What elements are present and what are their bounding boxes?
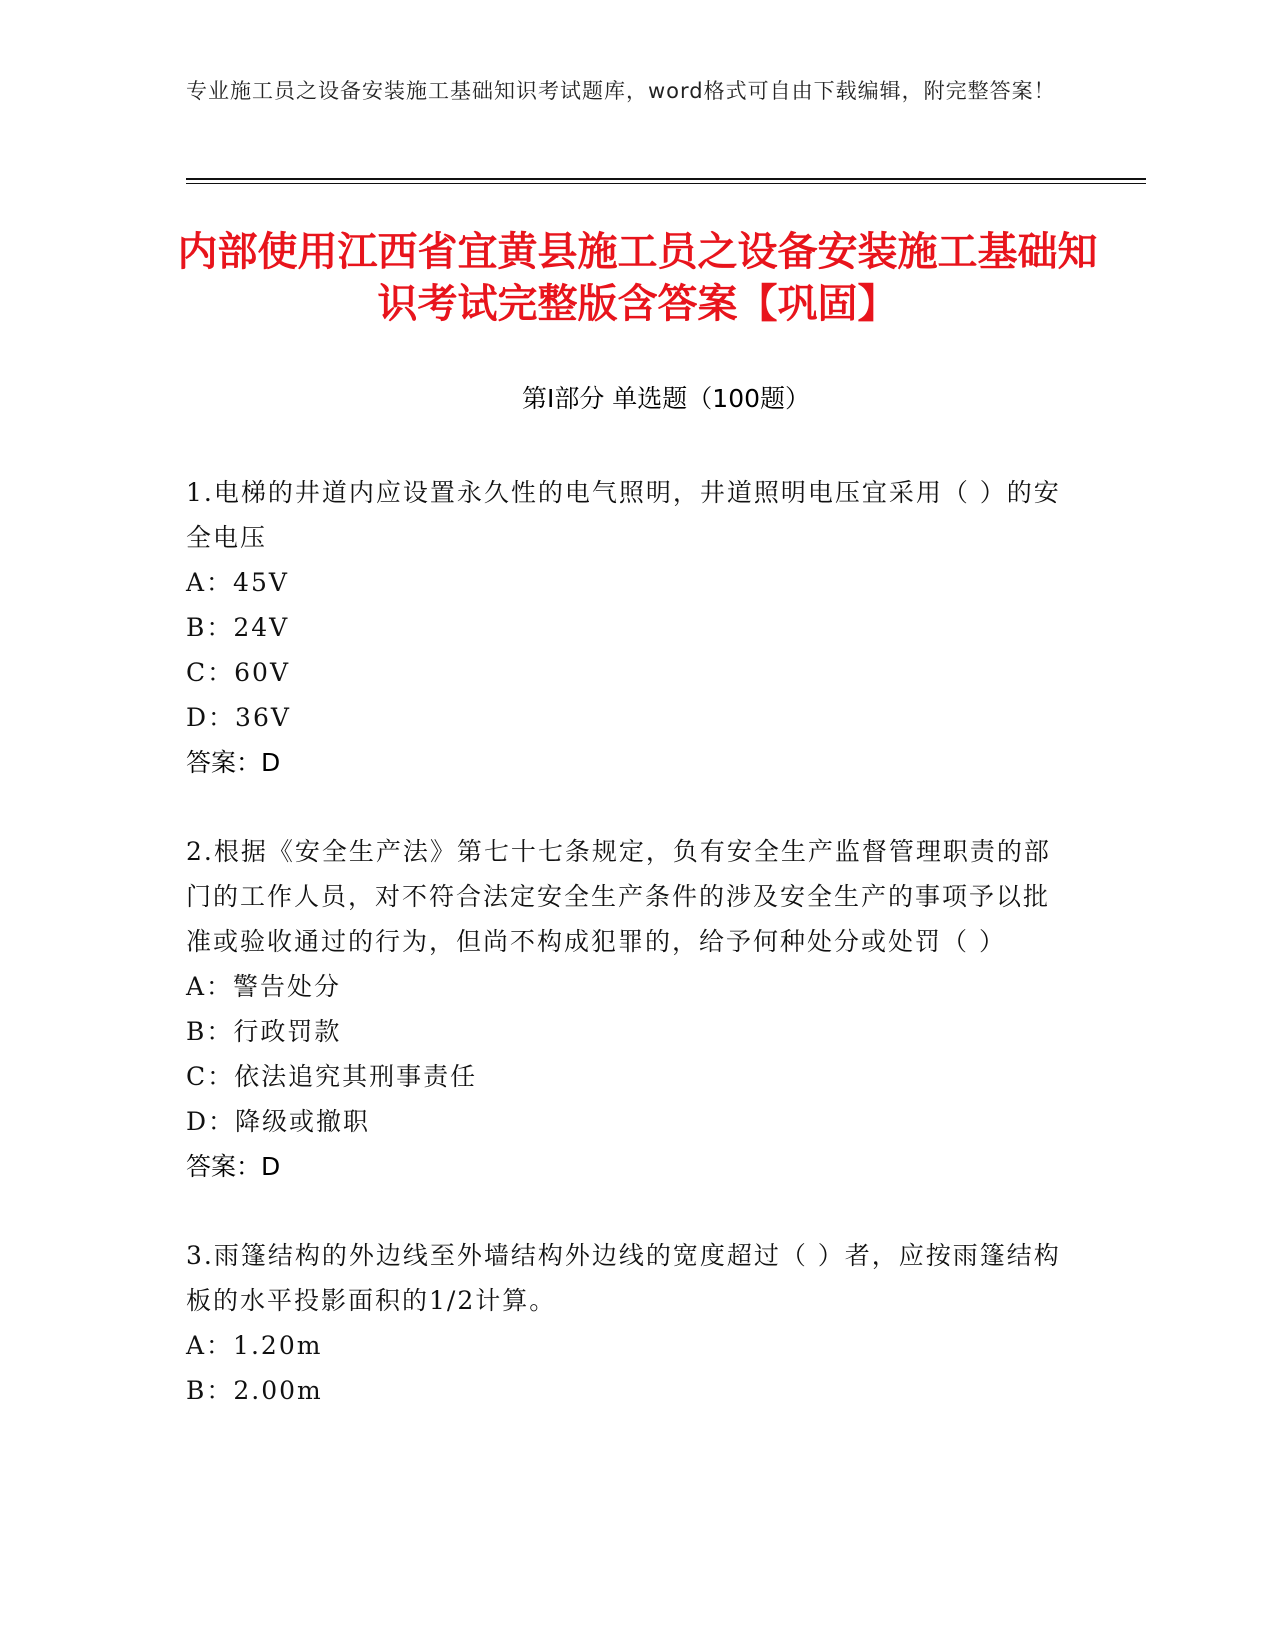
- question-list: [186, 470, 1066, 1413]
- option-c: C：60V: [186, 658, 290, 687]
- question-stem: 1.电梯的井道内应设置永久性的电气照明，井道照明电压宜采用（ ）的安全电压: [186, 478, 1061, 552]
- header-rule-thin: [186, 183, 1146, 184]
- option-a: A：警告处分: [186, 972, 342, 1001]
- answer: 答案：D: [186, 1152, 281, 1181]
- answer: 答案：D: [186, 748, 281, 777]
- option-c: C：依法追究其刑事责任: [186, 1062, 478, 1091]
- question-3: [186, 1233, 1066, 1413]
- header-note: 专业施工员之设备安装施工基础知识考试题库，word格式可自由下载编辑，附完整答案！: [186, 79, 1056, 103]
- option-b: B：2.00m: [186, 1376, 323, 1405]
- question-stem: 2.根据《安全生产法》第七十七条规定，负有安全生产监督管理职责的部门的工作人员，对不符合法定安全生产条件的涉及安全生产的事项予以批准或验收通过的行为，但尚不构成犯罪的，给予何种处分或处罚（ ）: [186, 837, 1051, 956]
- question-1: [186, 470, 1066, 785]
- question-stem: 3.雨篷结构的外边线至外墙结构外边线的宽度超过（ ）者，应按雨篷结构板的水平投影面积的1/2计算。: [186, 1241, 1061, 1315]
- option-b: B：24V: [186, 613, 290, 642]
- option-a: A：1.20m: [186, 1331, 323, 1360]
- option-a: A：45V: [186, 568, 289, 597]
- section-title: 第Ⅰ部分 单选题（100题）: [521, 384, 811, 413]
- option-b: B：行政罚款: [186, 1017, 342, 1046]
- option-d: D：36V: [186, 703, 291, 732]
- option-d: D：降级或撤职: [186, 1107, 371, 1136]
- question-2: [186, 829, 1066, 1189]
- document-title: 内部使用江西省宜黄县施工员之设备安装施工基础知识考试完整版含答案【巩固】: [177, 229, 1098, 327]
- header-rule-thick: [186, 178, 1146, 180]
